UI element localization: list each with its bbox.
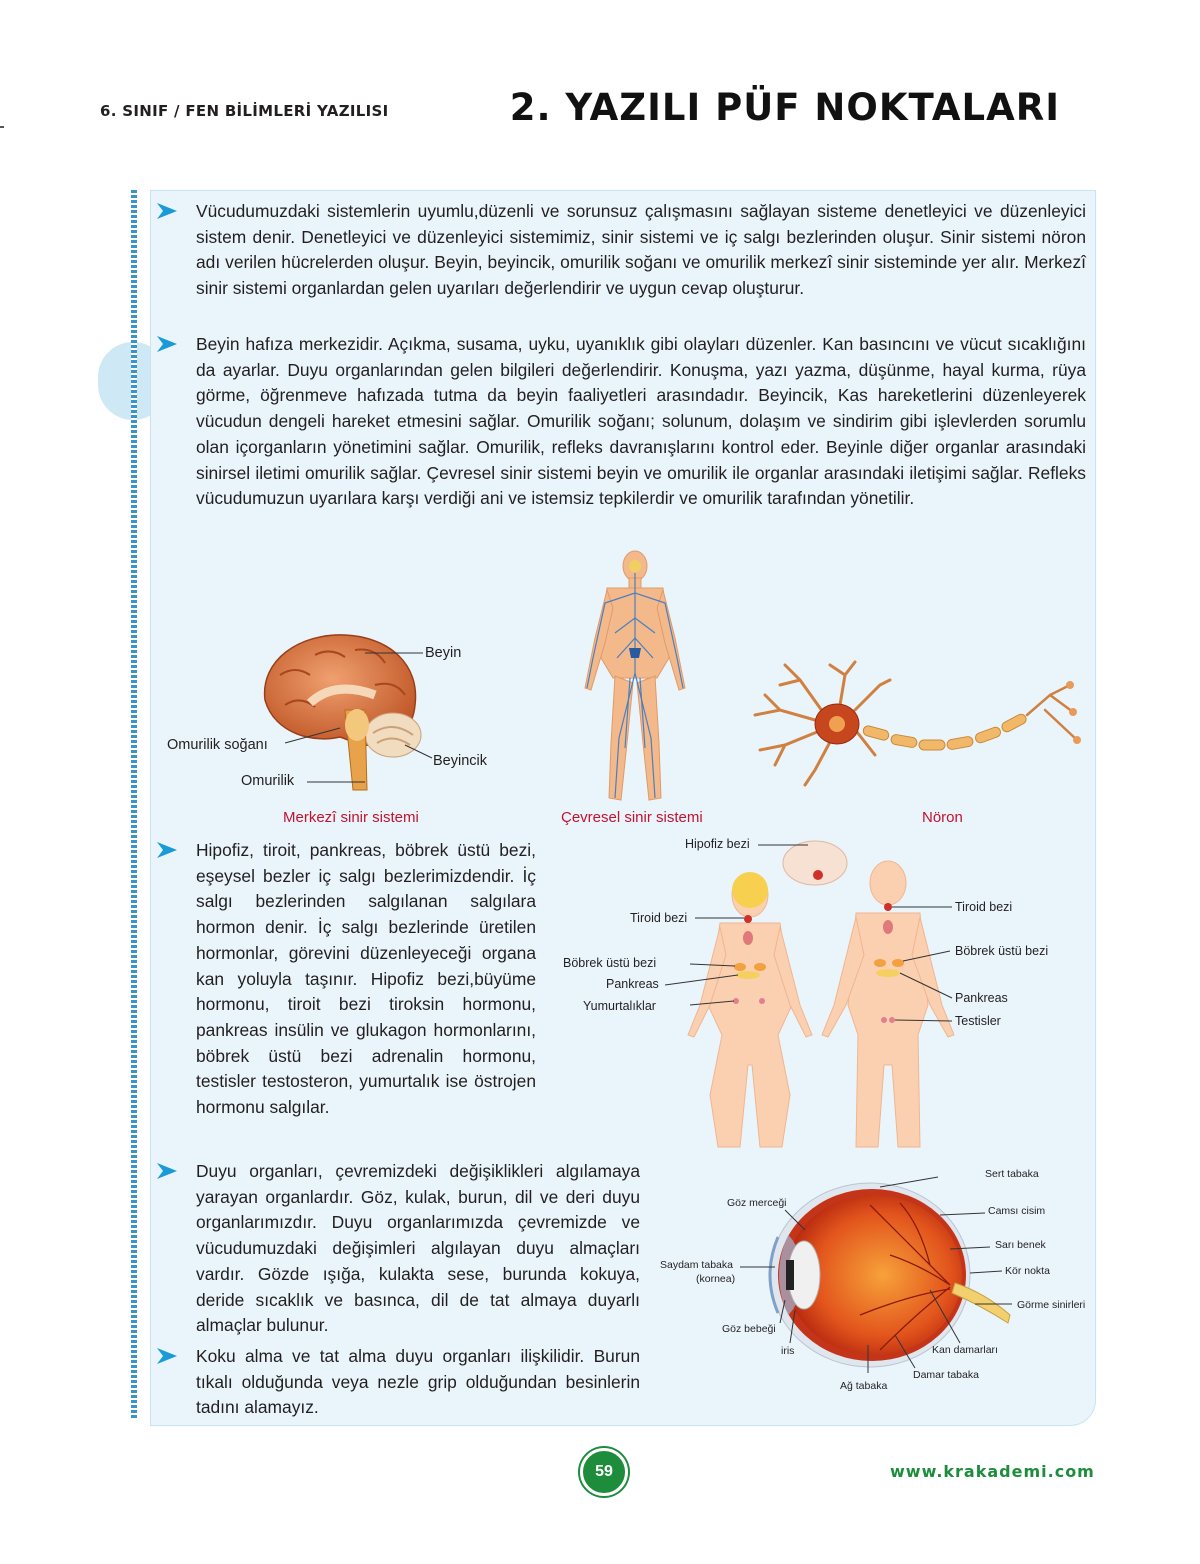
- label-omurilik: Omurilik: [241, 773, 295, 789]
- bullet-arrow-icon: [157, 336, 177, 352]
- label-sari-benek: Sarı benek: [995, 1239, 1046, 1251]
- label-sert-tabaka: Sert tabaka: [985, 1168, 1039, 1180]
- label-goz-mercegi: Göz merceği: [727, 1197, 787, 1209]
- left-stripe: [131, 190, 137, 1420]
- label-goz-bebegi: Göz bebeği: [722, 1323, 776, 1335]
- label-ag-tabaka: Ağ tabaka: [840, 1380, 888, 1392]
- paragraph-smell-taste: Koku alma ve tat alma duyu organları ilişkilidir. Burun tıkalı olduğunda veya nezle grip olduğundan besinlerin tadını alamayız.: [196, 1346, 640, 1418]
- label-beyincik: Beyincik: [433, 753, 487, 769]
- label-yumurtaliklar: Yumurtalıklar: [583, 999, 656, 1013]
- label-hipofiz: Hipofiz bezi: [685, 837, 750, 851]
- label-damar-tabaka: Damar tabaka: [913, 1369, 979, 1381]
- label-iris: iris: [781, 1345, 795, 1357]
- paragraph-sense-organs: Duyu organları, çevremizdeki değişiklikleri algılamaya yarayan organlardır. Göz, kulak, burun, dil ve deri duyu organlarımızdır. Duyu organlarımızda çevremizde ve vücudumuzdaki değişimleri algılayan duyu almaçları vardır. Gözde ışığa, kulakta sese, burunda kokuya, deride sıcaklık ve basınca, dil de tat almaya duyarlı almaçlar bulunur.: [196, 1161, 640, 1336]
- label-pankreas-right: Pankreas: [955, 991, 1008, 1005]
- label-tiroid-right: Tiroid bezi: [955, 900, 1013, 914]
- label-bobrek-left: Böbrek üstü bezi: [563, 956, 657, 970]
- bullet-arrow-icon: [157, 1348, 177, 1364]
- bullet-arrow-icon: [157, 203, 177, 219]
- header-subtitle: 6. SINIF / FEN BİLİMLERİ YAZILISI: [100, 102, 389, 120]
- peripheral-nervous-illustration: [575, 548, 695, 806]
- label-bobrek-right: Böbrek üstü bezi: [955, 944, 1049, 958]
- website-link[interactable]: www.krakademi.com: [890, 1462, 1095, 1481]
- crop-mark: [0, 126, 4, 128]
- page-title: 2. YAZILI PÜF NOKTALARI: [509, 86, 1060, 129]
- page-number-badge: 59: [580, 1448, 628, 1496]
- label-saydam-tabaka: Saydam tabaka: [660, 1259, 733, 1271]
- label-camsi-cisim: Camsı cisim: [988, 1205, 1046, 1217]
- label-kan-damarlari: Kan damarları: [932, 1344, 998, 1356]
- bullet-arrow-icon: [157, 1163, 177, 1179]
- label-omurilik-sogani: Omurilik soğanı: [167, 737, 268, 753]
- label-testisler: Testisler: [955, 1014, 1001, 1028]
- label-tiroid-left: Tiroid bezi: [630, 911, 688, 925]
- label-gorme-sinirleri: Görme sinirleri: [1017, 1299, 1086, 1311]
- caption-central-nervous: Merkezî sinir sistemi: [283, 809, 419, 826]
- brain-label-lines: [280, 650, 510, 790]
- neuron-illustration: [745, 660, 1085, 790]
- label-pankreas-left: Pankreas: [606, 977, 659, 991]
- caption-peripheral-nervous: Çevresel sinir sistemi: [561, 809, 703, 826]
- paragraph-control-system: Vücudumuzdaki sistemlerin uyumlu,düzenli ve sorunsuz çalışmasını sağlayan sisteme denetleyici ve düzenleyici sistem denir. Denetleyici ve düzenleyici sistemimiz, sinir sistemi ve iç salgı bezlerinden oluşur. Sinir sistemi nöron adı verilen hücrelerden oluşur. Beyin, beyincik, omurilik soğanı ve omurilik merkezî sinir sisteminde yer alır. Merkezî sinir sistemi organlardan gelen uyarıları değerlendirir ve uygun cevap oluşturur.: [196, 201, 1086, 299]
- label-kornea: (kornea): [696, 1273, 736, 1285]
- bullet-arrow-icon: [157, 842, 177, 858]
- paragraph-glands: Hipofiz, tiroit, pankreas, böbrek üstü bezi, eşeysel bezler iç salgı bezlerimizdendir. İç salgı bezlerinden salgılanan salgılara hormon denir. İç salgı bezlerinde üretilen hormonlar, görevini düzenleyeceği organa kan yoluyla taşınır. Hipofiz bezi,büyüme hormonu, tiroit bezi tiroksin hormonu, pankreas insülin ve glukagon hormonlarını, böbrek üstü bezi adrenalin hormonu, testisler testosteron, yumurtalık ise östrojen hormonu salgılar.: [196, 840, 536, 1118]
- caption-neuron: Nöron: [922, 809, 963, 826]
- label-beyin: Beyin: [425, 645, 462, 661]
- label-kor-nokta: Kör nokta: [1005, 1265, 1050, 1277]
- paragraph-brain: Beyin hafıza merkezidir. Açıkma, susama, uyku, uyanıklık gibi olayları düzenler. Kan basıncını ve vücut sıcaklığını da ayarlar. Duyu organlarından gelen bilgileri değerlendirir. Konuşma, yazı yazma, düşünme, hayal kurma, rüya görme, öğrenmeve hafızada tutma da beyin faaliyetleri arasındadır. Beyincik, Kas hareketlerini düzenleyerek vücudun dengeli hareket etmesini sağlar. Omurilik soğanı; solunum, dolaşım ve sindirim gibi işlevlerden sorumlu olan içorganların yönetimini sağlar. Omurilik, refleks davranışlarını kontrol eder. Beyinle diğer organlar arasındaki sinirsel iletimi omurilik sağlar. Çevresel sinir sistemi beyin ve omurilik ile organlar arasındaki iletişimi sağlar. Refleks vücudumuzun uyarılara karşı verdiği ani ve istemsiz tepkilerdir ve omurilik tarafından yönetilir.: [196, 334, 1086, 509]
